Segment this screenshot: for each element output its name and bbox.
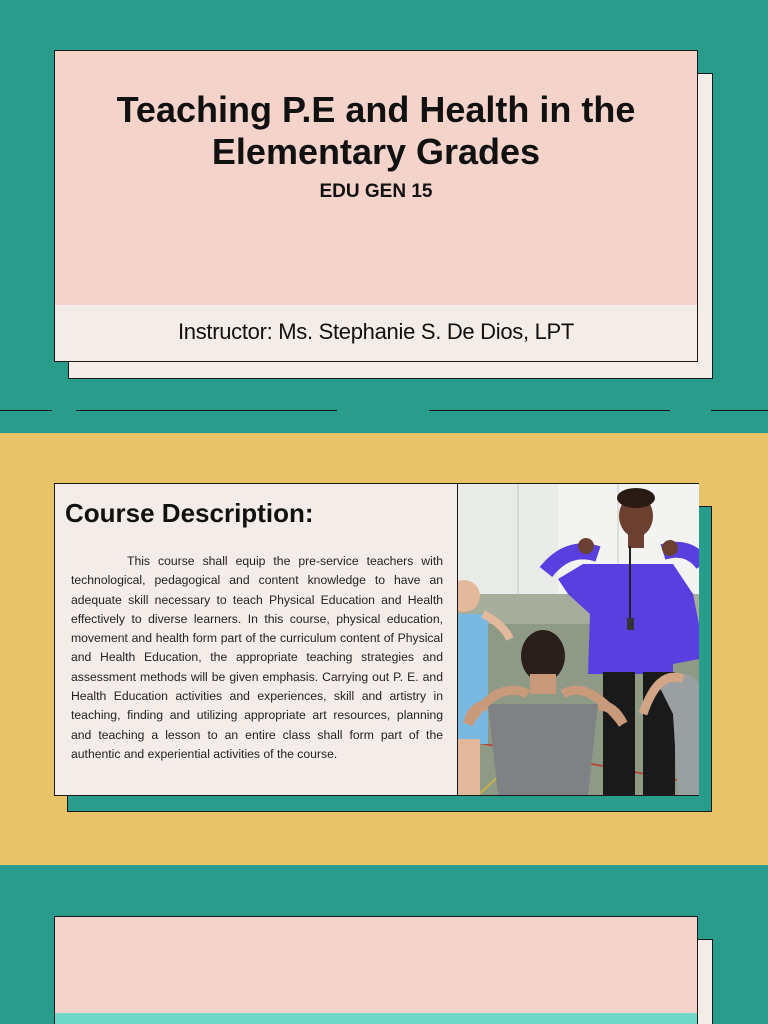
instructor-name: Instructor: Ms. Stephanie S. De Dios, LPT — [177, 319, 575, 344]
next-slide-preview — [0, 866, 768, 1024]
teacher-with-students-photo — [457, 484, 699, 795]
course-title: Teaching P.E and Health in the Elementary Grades — [116, 89, 636, 172]
divider-line — [0, 410, 52, 411]
title-slide — [0, 0, 768, 432]
course-description-slide — [0, 433, 768, 865]
title-card — [54, 50, 698, 362]
course-description-text: This course shall equip the pre-service teachers with technological, pedagogical and content knowledge to have an adequate skill necessary to teach Physical Education and Health effectively to diverse learners. In this course, physical education, movement and health form part of the curriculum content of Physical and Health Education, the appropriate teaching strategies and assessment methods will be given emphasis. Carrying out P. E. and Health Education activities and experiences, skill and artistry in teaching, finding and utilizing appropriate art resources, planning and teaching a lesson to an entire class shall form part of the authentic and experiential activities of the course. — [71, 554, 443, 761]
next-slide-card — [54, 916, 698, 1024]
description-card — [54, 483, 699, 796]
divider-line — [429, 410, 670, 411]
divider-line — [711, 410, 768, 411]
course-code: EDU GEN 15 — [319, 181, 433, 202]
course-description-heading: Course Description: — [65, 498, 314, 528]
card-band — [55, 1013, 697, 1024]
instructor-band — [55, 305, 697, 361]
divider-line — [76, 410, 337, 411]
photo-illustration — [458, 484, 699, 795]
